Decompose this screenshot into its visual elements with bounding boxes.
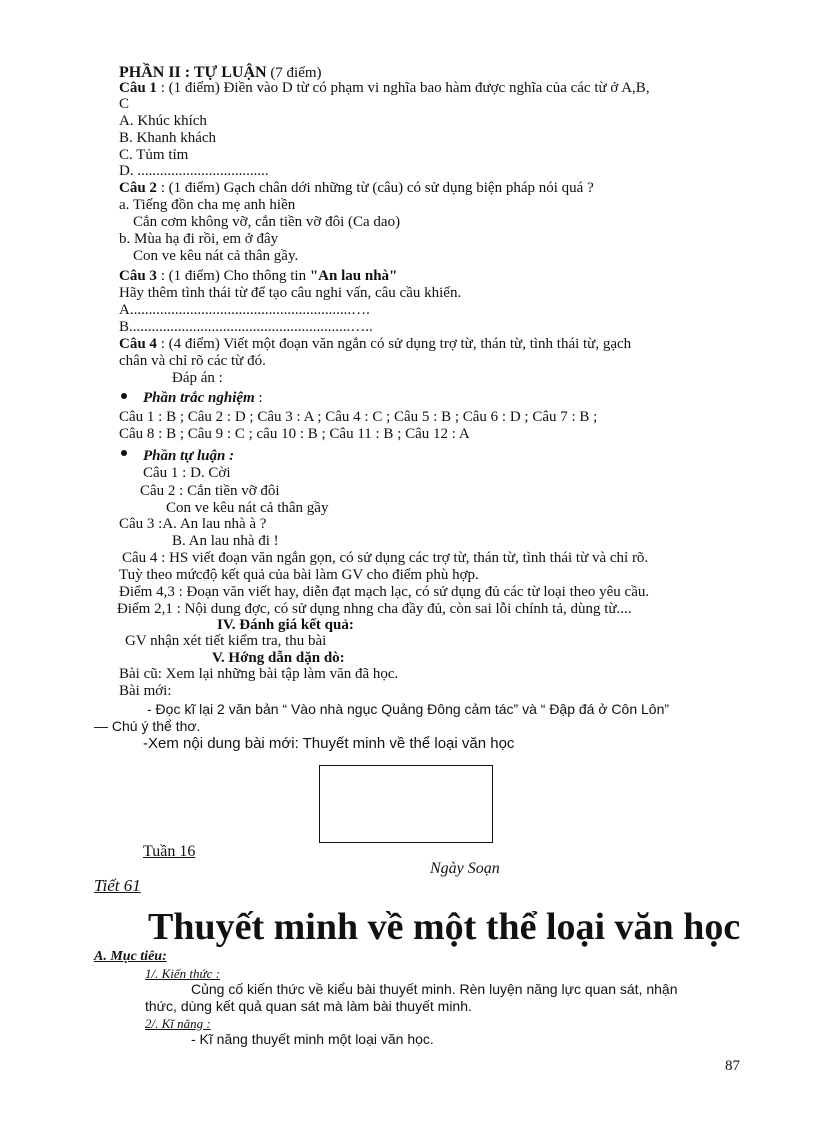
skills-heading: 2/. Kĩ năng : <box>145 1016 211 1031</box>
skills-line1: - Kĩ năng thuyết minh một loại văn học. <box>191 1031 434 1047</box>
q1-text: : (1 điểm) Điền vào D từ có phạm vi nghĩa bao hàm được nghĩa của các từ ở A,B, <box>160 80 650 96</box>
q1-option-d: D. ................................... <box>119 163 269 179</box>
q3-blank-a: A...........................................................…. <box>119 302 370 318</box>
page-number: 87 <box>725 1058 740 1074</box>
q2-item-a2: Cắn cơm không vỡ, cắn tiền vỡ đôi (Ca dao) <box>133 214 401 230</box>
section4-text: GV nhận xét tiết kiểm tra, thu bài <box>125 633 327 649</box>
q4-line <box>119 336 631 353</box>
q3-blank-b: B...........................................................….. <box>119 319 373 335</box>
q2-text: : (1 điểm) Gạch chân dới những từ (câu) có sử dụng biện pháp nói quá ? <box>160 180 594 196</box>
essay-answer-2b: Con ve kêu nát cả thân gầy <box>166 500 329 516</box>
knowledge-line2: thức, dùng kết quả quan sát mà làm bài thuyết minh. <box>145 998 472 1014</box>
section5-line4: — Chú ý thể thơ. <box>94 718 201 734</box>
section4-heading: IV. Đánh giá kết quả: <box>217 617 354 633</box>
q2-item-b: b. Mùa hạ đi rồi, em ở đây <box>119 231 279 247</box>
knowledge-heading: 1/. Kiến thức : <box>145 966 220 981</box>
q2-item-b2: Con ve kêu nát cả thân gầy. <box>133 248 299 264</box>
q3-line <box>119 268 397 285</box>
lesson-title: Thuyết minh về một thể loại văn học <box>148 906 741 948</box>
objectives-heading: A. Mục tiêu: <box>94 949 167 964</box>
part2-heading: PHẦN II : TỰ LUẬN <box>119 64 267 81</box>
bullet-icon <box>121 393 127 399</box>
section5-line2: Bài mới: <box>119 683 172 699</box>
essay-answer-3b: B. An lau nhà đi ! <box>172 533 279 549</box>
week-label: Tuần 16 <box>143 843 196 860</box>
part2-points: (7 điểm) <box>270 65 322 81</box>
essay-answer-3: Câu 3 :A. An lau nhà à ? <box>119 516 267 532</box>
mc-colon: : <box>258 390 263 406</box>
q4-text: : (4 điểm) Viết một đoạn văn ngắn có sử dụng trợ từ, thán từ, tình thái từ, gạch <box>160 336 632 352</box>
q1-option-b: B. Khanh khách <box>119 130 217 146</box>
q3-label: Câu 3 <box>119 268 157 284</box>
q4-label: Câu 4 <box>119 336 157 352</box>
q2-label: Câu 2 <box>119 180 157 196</box>
section5-line1: Bài cũ: Xem lại những bài tập làm văn đã học. <box>119 666 399 682</box>
knowledge-line1: Củng cố kiến thức về kiểu bài thuyết minh. Rèn luyện năng lực quan sát, nhận <box>191 981 678 997</box>
q2-line <box>119 180 594 197</box>
q1-cont: C <box>119 96 130 112</box>
mc-line2: Câu 8 : B ; Câu 9 : C ; câu 10 : B ; Câu 11 : B ; Câu 12 : A <box>119 426 470 442</box>
q1-label: Câu 1 <box>119 80 157 96</box>
q3-line2: Hãy thêm tình thái từ để tạo câu nghi vấn, câu cầu khiến. <box>119 285 462 301</box>
section5-line3: - Đọc kĩ lại 2 văn bản “ Vào nhà ngục Quảng Đông cảm tác” và “ Đập đá ở Côn Lôn” <box>147 701 670 717</box>
q3-text: : (1 điểm) Cho thông tin <box>160 268 307 284</box>
essay-answer-5: Tuỳ theo mứcđộ kết quả của bài làm GV cho điểm phù hợp. <box>119 567 479 583</box>
period-label: Tiết 61 <box>94 876 141 895</box>
q1-option-a: A. Khúc khích <box>119 113 207 129</box>
section5-heading: V. Hớng dẫn dặn dò: <box>212 650 345 666</box>
essay-answer-4: Câu 4 : HS viết đoạn văn ngắn gọn, có sử dụng các trợ từ, thán từ, tình thái từ và chỉ rõ. <box>122 550 649 566</box>
q2-item-a: a. Tiếng đồn cha mẹ anh hiền <box>119 197 296 213</box>
date-label: Ngày Soạn <box>430 860 500 877</box>
essay-answer-6: Điểm 4,3 : Đoạn văn viết hay, diễn đạt mạch lạc, có sử dụng đủ các từ loại theo yêu cầu. <box>119 584 650 600</box>
essay-answer-1: Câu 1 : D. Cời <box>143 465 231 481</box>
empty-frame <box>319 765 493 843</box>
answer-heading: Đáp án : <box>172 370 223 386</box>
essay-answer-2: Câu 2 : Cắn tiền vỡ đôi <box>140 483 280 499</box>
q3-quote: "An lau nhà" <box>309 268 398 284</box>
essay-answer-7: Điểm 2,1 : Nội dung đợc, có sử dụng nhng cha đầy đủ, còn sai lỗi chính tả, dùng từ.... <box>117 601 632 617</box>
q1-line <box>119 80 650 97</box>
q1-option-c: C. Tủm tỉm <box>119 147 189 163</box>
q4-cont: chân và chỉ rõ các từ đó. <box>119 353 266 369</box>
mc-line1: Câu 1 : B ; Câu 2 : D ; Câu 3 : A ; Câu 4 : C ; Câu 5 : B ; Câu 6 : D ; Câu 7 : B ; <box>119 409 598 425</box>
mc-heading: Phần trắc nghiệm <box>143 390 255 406</box>
mc-heading-line <box>143 390 263 407</box>
bullet-icon <box>121 450 127 456</box>
section5-line5: -Xem nội dung bài mới: Thuyết minh về thể loại văn học <box>143 735 515 752</box>
essay-heading: Phần tự luận : <box>143 448 235 464</box>
